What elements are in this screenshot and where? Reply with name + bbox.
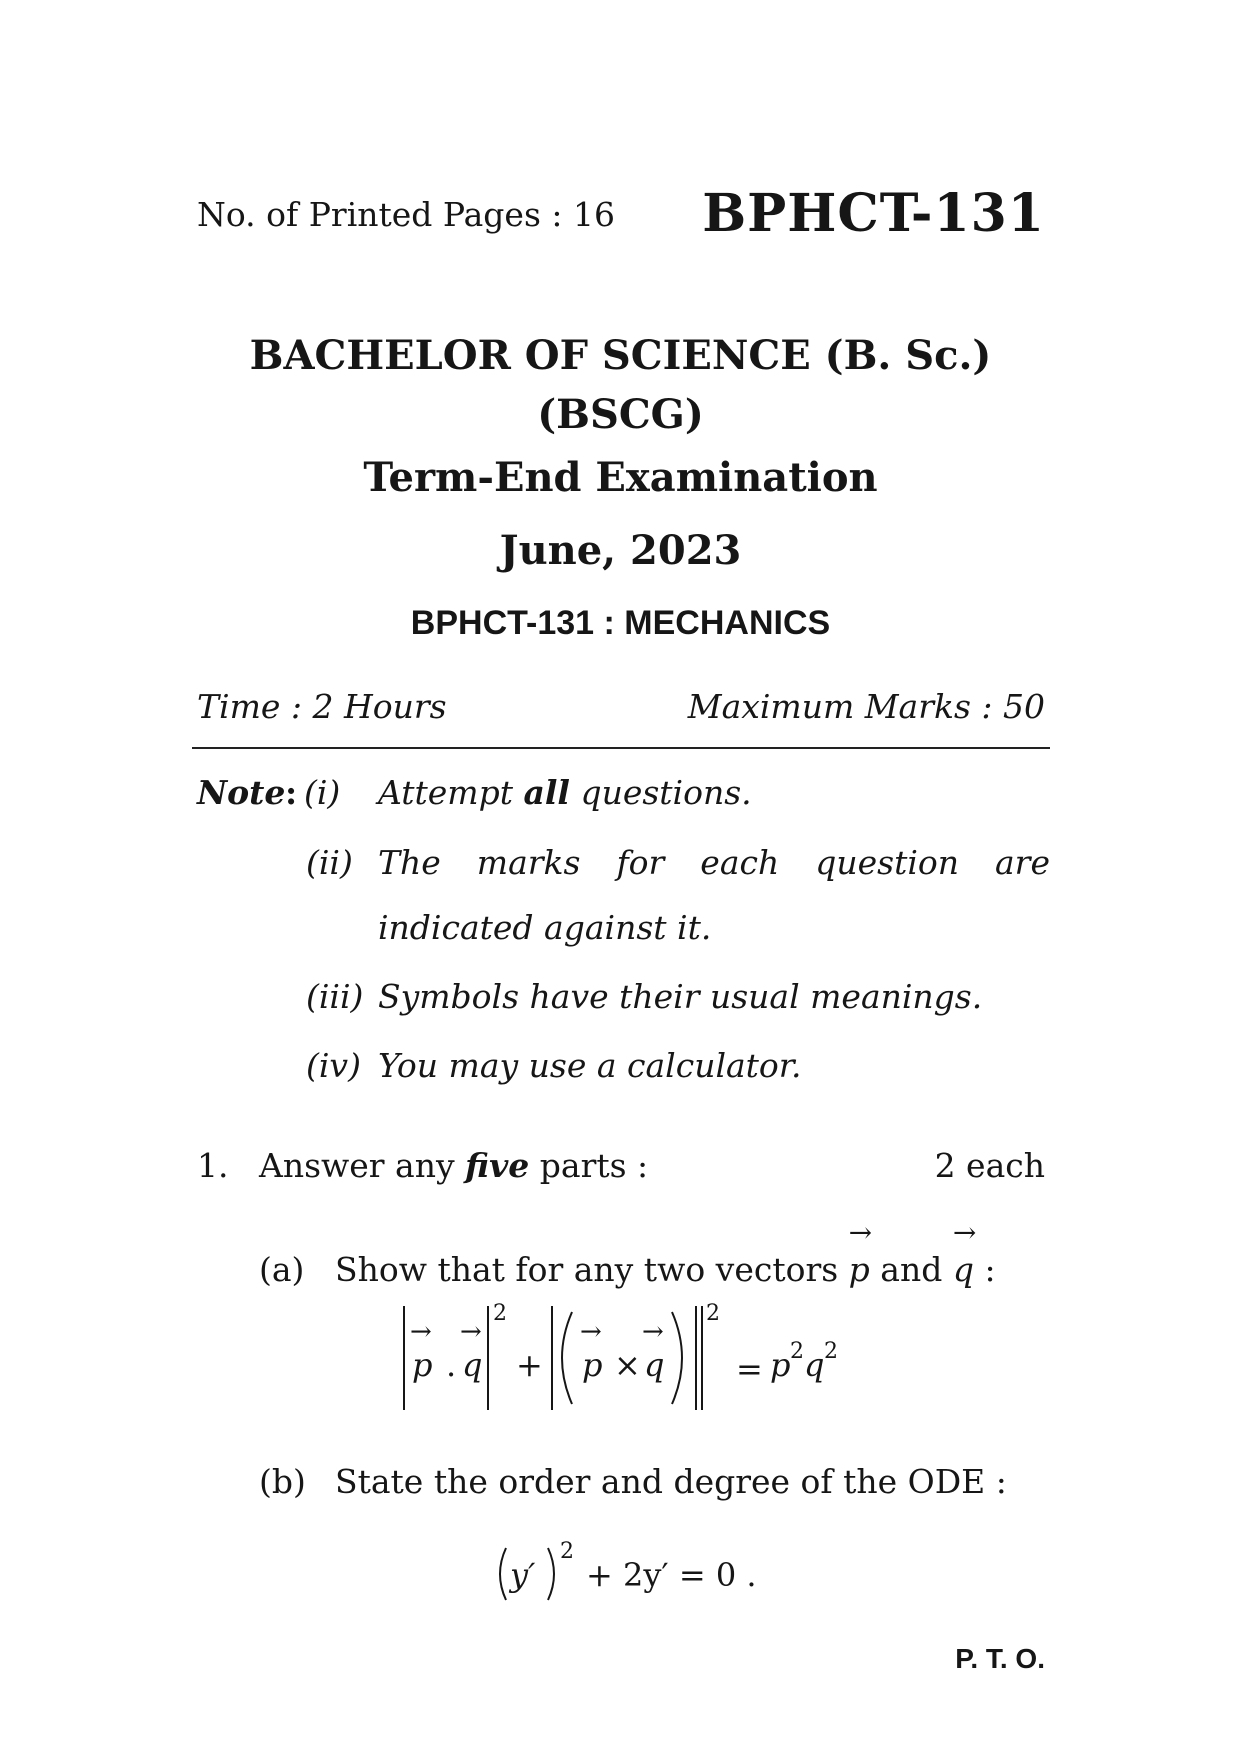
part-label: (a) — [259, 1250, 305, 1289]
vector-identity-formula — [380, 1290, 860, 1430]
note-item-number: (ii) — [306, 843, 353, 882]
formula-var-q: q — [644, 1346, 665, 1384]
note-label: Note — [197, 773, 286, 812]
divider-rule — [192, 747, 1050, 749]
right-paren — [672, 1312, 682, 1404]
note-word: for — [616, 843, 665, 882]
vector-arrow-icon: → — [580, 1317, 602, 1347]
part-text-part: Show that for any two vectors — [335, 1250, 849, 1289]
part-text-part: and — [869, 1250, 953, 1289]
ode-term: y′ — [510, 1556, 536, 1594]
left-paren — [562, 1312, 572, 1404]
note-emphasis: all — [523, 773, 570, 812]
vector-q — [952, 1216, 977, 1289]
question-text-part: Answer any — [259, 1146, 466, 1185]
note-word: question — [815, 843, 960, 882]
vector-arrow-icon: → — [410, 1317, 432, 1347]
part-text-part: : — [973, 1250, 996, 1289]
ode-formula — [490, 1534, 770, 1614]
vector-var: q — [952, 1250, 974, 1289]
formula-cross: × — [614, 1346, 641, 1384]
page-turn-over: P. T. O. — [955, 1643, 1045, 1674]
note-text-part: questions. — [569, 773, 752, 812]
vector-p — [848, 1216, 873, 1289]
maximum-marks: Maximum Marks : 50 — [687, 687, 1045, 726]
question-emphasis: five — [465, 1146, 530, 1185]
exam-date: June, 2023 — [499, 527, 742, 574]
formula-exponent: 2 — [493, 1301, 507, 1326]
note-item-text — [378, 773, 752, 812]
note-item-text-continued: indicated against it. — [378, 908, 712, 947]
formula-var-p: p — [582, 1346, 603, 1384]
formula-dot: . — [446, 1346, 457, 1384]
formula-rhs-q: q — [804, 1346, 825, 1384]
formula-exponent: 2 — [790, 1339, 804, 1364]
vector-arrow-icon: → — [952, 1216, 977, 1249]
note-word: marks — [476, 843, 581, 882]
formula-exponent: 2 — [706, 1301, 720, 1326]
formula-equals: = — [736, 1350, 763, 1388]
question-text-part: parts : — [529, 1146, 649, 1185]
vector-arrow-icon: → — [848, 1216, 873, 1249]
formula-var-p: p — [412, 1346, 433, 1384]
vector-var: p — [848, 1250, 870, 1289]
note-item-number: (i) — [304, 773, 341, 812]
exam-time: Time : 2 Hours — [197, 687, 447, 726]
note-word: each — [700, 843, 780, 882]
programme-code: (BSCG) — [537, 391, 704, 438]
formula-plus: + — [516, 1346, 543, 1384]
question-text — [259, 1146, 648, 1185]
question-marks: 2 each — [934, 1146, 1045, 1185]
degree-title: BACHELOR OF SCIENCE (B. Sc.) — [249, 332, 992, 379]
formula-exponent: 2 — [560, 1539, 574, 1564]
note-text-part: Attempt — [378, 773, 524, 812]
formula-var-q: q — [462, 1346, 483, 1384]
vector-arrow-icon: → — [642, 1317, 664, 1347]
course-title: BPHCT-131 : MECHANICS — [410, 604, 831, 642]
note-colon: : — [285, 773, 298, 812]
exam-type: Term-End Examination — [363, 454, 878, 501]
note-item-text: You may use a calculator. — [378, 1046, 802, 1085]
note-item-text — [378, 843, 1050, 882]
part-label: (b) — [259, 1462, 306, 1501]
ode-rest: + 2y′ = 0 . — [586, 1556, 757, 1594]
part-text — [335, 1216, 996, 1289]
note-word: are — [995, 843, 1050, 882]
vector-arrow-icon: → — [460, 1317, 482, 1347]
formula-exponent: 2 — [824, 1339, 838, 1364]
part-text: State the order and degree of the ODE : — [335, 1462, 1007, 1501]
note-item-number: (iv) — [306, 1046, 361, 1085]
printed-pages-count: No. of Printed Pages : 16 — [197, 195, 615, 234]
right-paren — [548, 1548, 554, 1600]
formula-rhs-p: p — [770, 1346, 791, 1384]
course-code-header: BPHCT-131 — [702, 183, 1045, 244]
note-item-text: Symbols have their usual meanings. — [378, 977, 983, 1016]
note-word: The — [378, 843, 441, 882]
question-number: 1. — [197, 1146, 229, 1185]
left-paren — [500, 1548, 506, 1600]
note-item-number: (iii) — [306, 977, 364, 1016]
